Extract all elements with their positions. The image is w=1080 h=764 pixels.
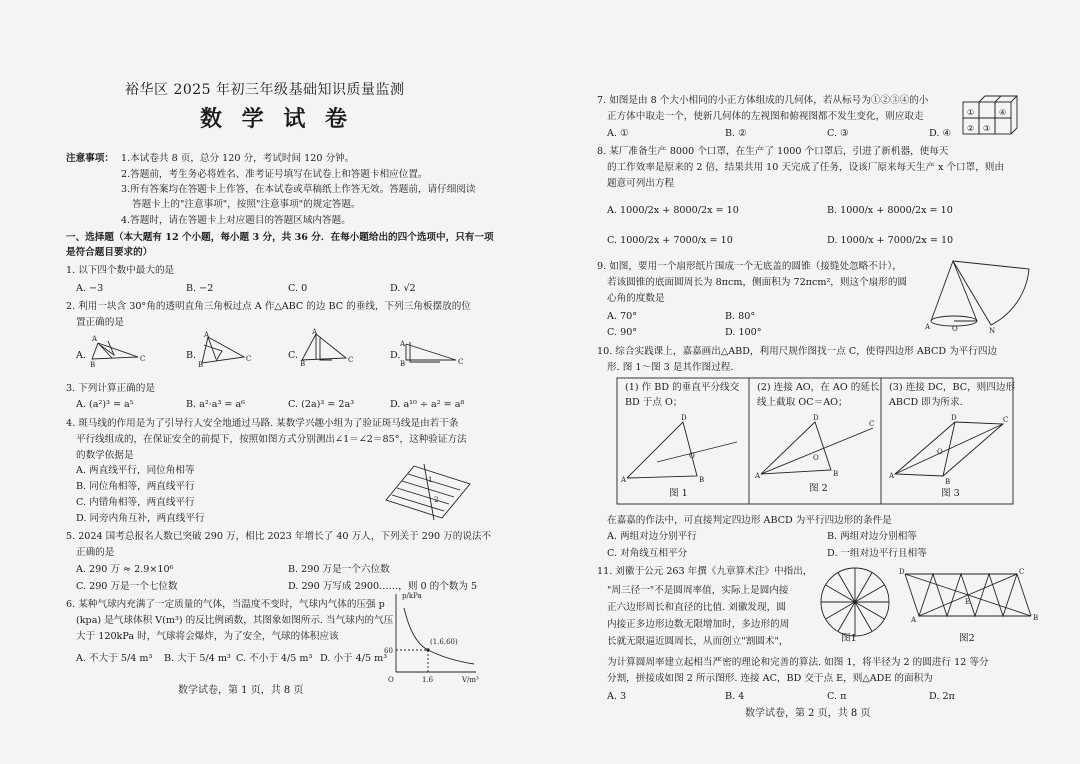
q11-stem: 内接正多边形边数无限增加时，多边形的周 <box>607 619 790 630</box>
q11-stem: 分割，拼接成如图 2 所示图形. 连接 AC，BD 交于点 E，则△ADE 的面积为 <box>607 673 933 684</box>
q9-option-c: C. 90° <box>607 327 638 338</box>
q6-pressure-volume-graph <box>382 590 482 684</box>
cube-label: ① <box>967 108 975 117</box>
svg-text:C: C <box>1019 568 1025 576</box>
graph-y-tick: 60 <box>384 647 393 655</box>
q11-stem: 长就无限逼近圆周长，从而创立"割圆术"， <box>607 636 789 647</box>
svg-text:O: O <box>813 454 819 462</box>
svg-text:B: B <box>833 470 839 478</box>
page-footer: 数学试卷，第 1 页，共 8 页 <box>178 685 304 696</box>
graph-x-tick: 1.6 <box>422 676 434 684</box>
q2-figure-a <box>90 333 150 368</box>
notice-label: 注意事项： <box>66 153 114 164</box>
q6-stem: 6. 某种气球内充满了一定质量的气体，当温度不变时，气球内气体的压强 p <box>66 599 385 610</box>
q2-figure-b <box>198 333 258 368</box>
q11-stem: 为计算圆周率建立起相当严密的理论和完善的算法. 如图 1，将半径为 2 的圆进行 12 等分 <box>607 657 989 668</box>
q4-option-d: D. 同旁内角互补，两直线平行 <box>76 513 205 524</box>
q10-step3: ABCD 即为所求. <box>889 397 963 408</box>
svg-text:B: B <box>300 360 306 368</box>
graph-origin: O <box>388 676 394 684</box>
svg-text:D: D <box>951 414 957 422</box>
q6-option-d: D. 小于 4/5 m³ <box>320 653 388 664</box>
svg-text:A: A <box>312 328 318 336</box>
q8-option-a: A. 1000/2x + 8000/2x = 10 <box>607 205 739 216</box>
svg-text:A: A <box>621 476 627 484</box>
svg-text:N: N <box>989 327 996 335</box>
svg-text:O: O <box>952 325 958 333</box>
q11-stem: 正六边形周长和直径的比值. 刘徽发现，圆 <box>607 602 786 613</box>
q11-stem: "周三径一"不是圆周率值，实际上是圆内接 <box>607 585 789 596</box>
svg-text:B: B <box>699 476 705 484</box>
svg-text:C: C <box>348 356 354 364</box>
q5-stem: 5. 2024 国考总报名人数已突破 290 万，相比 2023 年增长了 40 万人，下列关于 290 万的说法不 <box>66 531 492 542</box>
cube-label: ④ <box>999 108 1007 117</box>
q8-option-c: C. 1000/2x + 7000/x = 10 <box>607 235 733 246</box>
q2-stem: 置正确的是 <box>76 317 124 328</box>
q4-stem: 平行线组成的，在保证安全的前提下，按照如图方式分别测出∠1＝∠2＝85°，这种验证方法 <box>76 434 467 445</box>
q4-option-b: B. 同位角相等，两直线平行 <box>76 481 195 492</box>
q10-stem: 在嘉嘉的作法中，可直接判定四边形 ABCD 为平行四边形的条件是 <box>607 515 892 526</box>
svg-text:E: E <box>965 598 971 606</box>
graph-y-label: p/kPa <box>402 592 422 600</box>
q5-option-b: B. 290 万是一个六位数 <box>288 564 390 575</box>
q3-option-d: D. a¹⁰ ÷ a² = a⁸ <box>390 399 465 410</box>
q3-option-c: C. (2a)³ = 2a³ <box>288 399 355 410</box>
q10-step1: (1) 作 BD 的垂直平分线交 <box>625 382 740 393</box>
svg-text:C: C <box>1003 416 1009 424</box>
cube-label: ② <box>967 124 975 133</box>
q1-option-d: D. √2 <box>390 283 416 294</box>
q2-option-c: C. <box>288 350 299 361</box>
svg-text:A: A <box>92 335 98 343</box>
svg-text:C: C <box>140 355 146 363</box>
svg-text:A: A <box>400 340 406 348</box>
q6-option-b: B. 大于 5/4 m³ <box>164 653 231 664</box>
q3-option-b: B. a²·a³ = a⁶ <box>186 399 246 410</box>
q9-stem: 若该圆锥的底面圆周长为 8πcm，侧面积为 72πcm²，则这个扇形的圆 <box>607 277 908 288</box>
q4-zebra-crossing-figure <box>384 462 474 522</box>
q10-stem: 形. 图 1～图 3 是其作图过程. <box>607 362 734 373</box>
svg-text:B: B <box>1033 614 1039 622</box>
q11-fig2-caption: 图2 <box>959 633 975 644</box>
q5-stem: 正确的是 <box>76 547 115 558</box>
graph-x-label: V/m³ <box>462 676 479 684</box>
q8-stem: 题意可列出方程 <box>607 178 675 189</box>
q10-step2: (2) 连接 AO，在 AO 的延长 <box>757 382 880 393</box>
svg-text:D: D <box>681 414 687 422</box>
q10-option-b: B. 两组对边分别相等 <box>827 531 917 542</box>
q11-option-c: C. π <box>827 691 847 702</box>
q6-stem: (kpa) 是气球体积 V(m³) 的反比例函数，其图象如图所示. 当气球内的气压 <box>76 615 394 626</box>
q10-step2: 线上截取 OC＝AO； <box>757 397 848 408</box>
svg-text:A: A <box>889 472 895 480</box>
q9-stem: 9. 如图，要用一个扇形纸片围成一个无底盖的圆锥（接缝处忽略不计）， <box>597 261 902 272</box>
notice-item: 2.答题前，考生务必将姓名、准考证号填写在试卷上和答题卡相应位置。 <box>121 169 428 180</box>
q11-option-d: D. 2π <box>929 691 955 702</box>
q11-option-b: B. 4 <box>725 691 745 702</box>
q7-cube-figure <box>961 88 1027 148</box>
q6-option-c: C. 不小于 4/5 m³ <box>236 653 313 664</box>
q2-figure-d <box>400 338 470 368</box>
q5-option-d: D. 290 万写成 2900……，则 0 的个数为 5 <box>288 581 478 592</box>
q1-option-b: B. −2 <box>186 283 214 294</box>
q7-option-a: A. ① <box>607 128 629 139</box>
q7-option-c: C. ③ <box>827 128 849 139</box>
q1-stem: 1. 以下四个数中最大的是 <box>66 265 175 276</box>
q2-option-d: D. <box>390 350 401 361</box>
notice-item: 1.本试卷共 8 页，总分 120 分，考试时间 120 分钟。 <box>121 153 355 164</box>
section-heading: 一、选择题（本大题有 12 个小题，每小题 3 分，共 36 分．在每小题给出的四个选项中，只有一项 <box>66 232 494 243</box>
q9-option-d: D. 100° <box>725 327 762 338</box>
svg-text:A: A <box>755 472 761 480</box>
q11-fig1-caption: 图1 <box>841 633 857 644</box>
q10-fig1-caption: 图 1 <box>669 488 688 499</box>
q2-figure-c <box>300 330 360 368</box>
svg-text:1: 1 <box>428 476 433 484</box>
svg-text:D: D <box>899 568 905 576</box>
q8-stem: 8. 某厂准备生产 8000 个口罩，在生产了 1000 个口罩后，引进了新机器，使每天 <box>597 146 949 157</box>
q2-stem: 2. 利用一块含 30°角的透明直角三角板过点 A 作△ABC 的边 BC 的垂线，下列三角板摆放的位 <box>66 301 471 312</box>
exam-title: 裕华区 2025 年初三年级基础知识质量监测 <box>125 82 405 98</box>
q8-option-b: B. 1000/x + 8000/2x = 10 <box>827 205 953 216</box>
q4-stem: 4. 斑马线的作用是为了引导行人安全地通过马路. 某数学兴趣小组为了验证斑马线是由若干条 <box>66 418 459 429</box>
section-heading: 是符合题目要求的） <box>66 247 153 258</box>
q1-option-a: A. −3 <box>76 283 104 294</box>
q3-option-a: A. (a²)³ = a⁵ <box>76 399 134 410</box>
svg-text:A: A <box>911 616 917 624</box>
q4-stem: 的数学依据是 <box>76 450 134 461</box>
q10-fig3-caption: 图 3 <box>941 488 960 499</box>
q10-option-c: C. 对角线互相平分 <box>607 548 688 559</box>
svg-text:C: C <box>246 355 252 363</box>
graph-point-label: (1.6,60) <box>430 638 458 646</box>
q2-option-b: B. <box>186 350 197 361</box>
svg-text:D: D <box>813 414 819 422</box>
q4-option-c: C. 内错角相等，两直线平行 <box>76 497 195 508</box>
q2-option-a: A. <box>76 350 86 361</box>
notice-item: 答题卡上的"注意事项"，按照"注意事项"的规定答题。 <box>132 199 361 210</box>
svg-text:O: O <box>689 452 695 460</box>
svg-text:B: B <box>90 361 96 369</box>
svg-text:C: C <box>458 358 464 366</box>
q10-fig2-caption: 图 2 <box>809 483 828 494</box>
q5-option-c: C. 290 万是一个七位数 <box>76 581 178 592</box>
q9-cone-sector-figure <box>925 255 1035 335</box>
q8-stem: 的工作效率是原来的 2 倍，结果共用 10 天完成了任务，设该厂原来每天生产 x 个口罩，则由 <box>607 162 1004 173</box>
q11-option-a: A. 3 <box>607 691 627 702</box>
svg-text:B: B <box>945 478 951 486</box>
q9-stem: 心角的度数是 <box>607 293 665 304</box>
q11-stem: 11. 刘徽于公元 263 年撰《九章算术注》中指出， <box>597 566 813 577</box>
q1-option-c: C. 0 <box>288 283 308 294</box>
q6-option-a: A. 不大于 5/4 m³ <box>76 653 153 664</box>
exam-page-2 <box>545 0 1080 764</box>
cube-label: ③ <box>983 124 991 133</box>
svg-text:C: C <box>869 420 875 428</box>
q5-option-a: A. 290 万 ≈ 2.9×10⁶ <box>76 564 174 575</box>
svg-text:B: B <box>198 361 204 369</box>
svg-text:A: A <box>204 331 210 339</box>
q7-stem: 正方体中取走一个，使新几何体的左视图和俯视图都不发生变化，则应取走 <box>607 111 924 122</box>
svg-text:B: B <box>400 360 406 368</box>
notice-item: 4.答题时，请在答题卡上对应题目的答题区域内答题。 <box>121 215 351 226</box>
svg-text:2: 2 <box>434 496 439 504</box>
svg-text:A: A <box>925 323 931 331</box>
q4-option-a: A. 两直线平行，同位角相等 <box>76 465 195 476</box>
q7-stem: 7. 如图是由 8 个大小相同的小正方体组成的几何体，若从标号为①②③④的小 <box>597 95 929 106</box>
exam-subtitle: 数 学 试 卷 <box>200 106 353 132</box>
q8-option-d: D. 1000/x + 7000/2x = 10 <box>827 235 954 246</box>
notice-item: 3.所有答案均在答题卡上作答，在本试卷或草稿纸上作答无效。答题前，请仔细阅读 <box>121 184 476 195</box>
q10-step1: BD 于点 O； <box>625 397 683 408</box>
q9-option-b: B. 80° <box>725 311 756 322</box>
q6-stem: 大于 120kPa 时，气球将会爆炸，为了安全，气球的体积应该 <box>76 631 339 642</box>
q10-option-d: D. 一组对边平行且相等 <box>827 548 927 559</box>
q3-stem: 3. 下列计算正确的是 <box>66 383 155 394</box>
q7-option-b: B. ② <box>725 128 747 139</box>
q10-stem: 10. 综合实践课上，嘉嘉画出△ABD，利用尺规作图找一点 C，使得四边形 ABCD 为平行四边 <box>597 346 998 357</box>
q10-step3: (3) 连接 DC，BC，则四边形 <box>889 382 1016 393</box>
q9-option-a: A. 70° <box>607 311 638 322</box>
q10-option-a: A. 两组对边分别平行 <box>607 531 697 542</box>
svg-text:O: O <box>937 448 943 456</box>
page-footer: 数学试卷，第 2 页，共 8 页 <box>745 708 871 719</box>
q7-option-d: D. ④ <box>929 128 952 139</box>
